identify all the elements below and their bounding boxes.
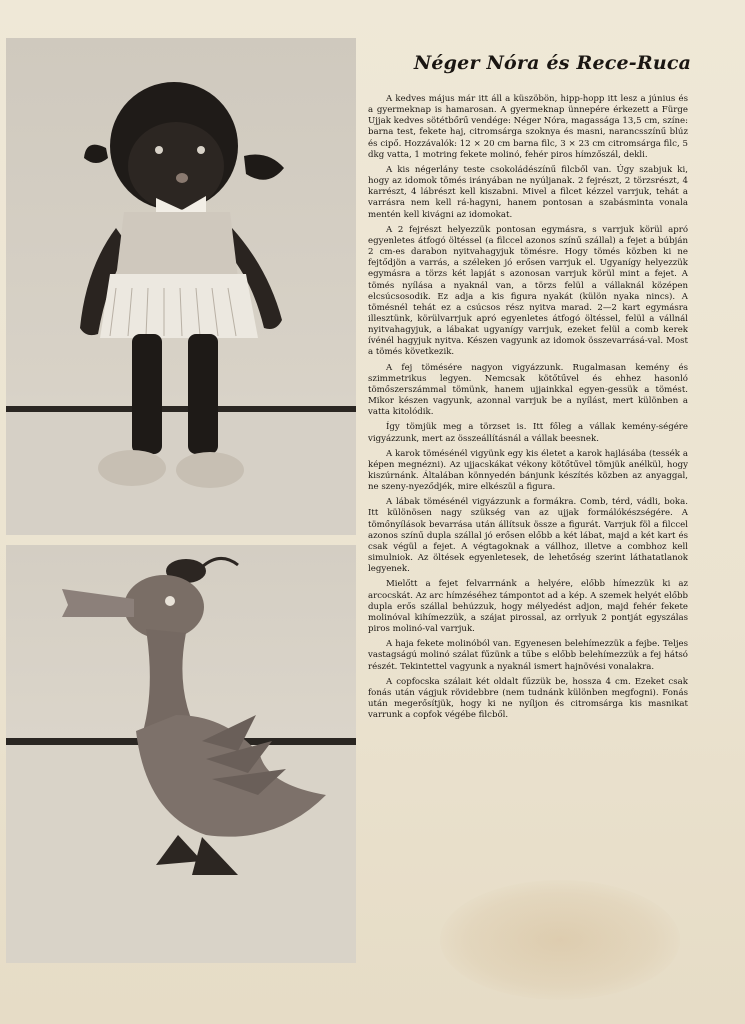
paragraph: A kis négerlány teste csokoládészínű filcből van. Úgy szabjuk ki, hogy az idomok tömés irányában ne nyúljanak. 2 fejrészt, 2 törzsrészt, 4 karrészt, 4 lábrészt kell kiszabni. Mivel a filcet kézzel varrjuk, tehát a varrásra nem kell rá-hagyni, hanem pontosan a szabásminta vonala mentén kell kivágni az idomokat.: [368, 164, 688, 220]
right-shoe: [176, 452, 244, 488]
right-pigtail: [244, 155, 284, 180]
paragraph: Mielőtt a fejet felvarrnánk a helyére, előbb hímezzük ki az arcocskát. Az arc hímzéséhez támpontot ad a kép. A szemek helyét előbb dupla erős szállal behúzzuk, hogy mélyedést adjon, majd fehér fekete molinóval kihímezzük, a szájat pirossal, az orrlyuk 2 pontját egyszálas piros molinó-val varrjuk.: [368, 579, 688, 635]
left-shoe: [98, 450, 166, 486]
right-eye: [197, 146, 205, 154]
paragraph: A fej tömésére nagyon vigyázzunk. Rugalmasan kemény és szimmetrikus legyen. Nemcsak kötőtűvel és ehhez hasonló tömőszerszámmal tömünk, hanem ujjainkkal egyen-gessük a tömést. Mikor készen vagyunk, azonnal varrjuk be a nyílást, mert különben a vatta kitolódik.: [368, 362, 688, 418]
water-stain: [440, 880, 680, 1000]
left-pigtail: [84, 145, 108, 163]
paragraph: A karok tömésénél vigyünk egy kis életet a karok hajlásába (tessék a képen megnézni). Az ujjacskákat vékony kötőtűvel tömjük anélkül, hogy kiszúrnánk. Általában könnyedén bánjunk készítés közben az anyaggal, ne szeny-nyeződjék, mire elkészül a figura.: [368, 448, 688, 493]
duck-eye: [165, 596, 175, 606]
doll-illustration: [6, 38, 356, 535]
paragraph: Így tömjük meg a törzset is. Itt főleg a vállak kemény-ségére vigyázzunk, mert az összeállításnál a vállak beesnek.: [368, 422, 688, 444]
duck-head: [124, 575, 204, 639]
article-body: [368, 94, 688, 725]
doll-photo: [6, 38, 356, 535]
duck-beak: [62, 589, 134, 617]
paragraph: A lábak tömésénél vigyázzunk a formákra. Comb, térd, vádli, boka. Itt különösen nagy szükség van az ujjak formálókészségére. A tömőnyílások bevarrása után állítsuk össze a figurát. Varrjuk föl a filccel azonos színű dupla szállal jó erősen előbb a két lábat, majd a két kart és csak végül a fejet. A végtagoknak a vállhoz, illetve a combhoz kell simulniok. Az öltések egyenletesek, de lehetőség szerint láthatatlanok legyenek.: [368, 497, 688, 575]
duck-illustration: [6, 545, 356, 963]
paragraph: A kedves május már itt áll a küszöbön, hipp-hopp itt lesz a június és a gyermeknap is hamarosan. A gyermeknap ünnepére érkezett a Fürge Ujjak kedves sötétbőrű vendége: Néger Nóra, magassága 13,5 cm, színe: barna test, fekete haj, citromsárga szoknya és masni, narancsszínű blúz és cipő. Hozzávalók: 12 × 20 cm barna filc, 3 × 23 cm citromsárga filc, 5 dkg vatta, 1 motring fekete molinó, fehér piros hímzőszál, dekli.: [368, 94, 688, 160]
left-eye: [155, 146, 163, 154]
duck-photo: [6, 545, 356, 963]
doll-blouse: [116, 212, 238, 278]
table-edge: [6, 406, 356, 412]
hat-feather: [202, 558, 238, 567]
paragraph: A haja fekete molinóból van. Egyenesen belehímezzük a fejbe. Teljes vastagságú molinó szálat fűzünk a tűbe s előbb belehímezzük a fej hátsó részét. Tekintettel vagyunk a nyaknál ismert hajnövési vonalakra.: [368, 639, 688, 672]
right-leg: [188, 334, 218, 454]
paragraph: A 2 fejrészt helyezzük pontosan egymásra, s varrjuk körül apró egyenletes átfogó öltéssel (a filccel azonos színű szállal) a fejet a búbján 2 cm-es darabon nyitvahagyjuk tömésre. Hogy tömés közben ki ne fejtődjön a varrás, a széleken jó erősen varrjuk el. Ugyanígy helyezzük egymásra a törzs két lapját s azonosan varrjuk körül mint a fejet. A tömés nyílása a nyaknál van, a törzs felül a vállaknál középen elcsúcsosodik. Ez adja a kis figura nyakát (külön nyaka nincs). A tömésnél tehát ez a csúcsos rész nyitva marad. 2—2 kart egymásra illesztünk, körülvarrjuk apró egyenletes átfogó öltéssel, felül a vállnál nyitvahagyjuk, a lábakat ugyanígy varrjuk, ezeket felül a comb kerek ívénél hagyjuk nyitva. Készen vagyunk az idomok összevarrásá-val. Most a tömés következik.: [368, 224, 688, 358]
article-title: Néger Nóra és Rece-Ruca: [413, 52, 692, 74]
doll-face: [128, 122, 224, 210]
doll-nose: [176, 173, 188, 183]
left-leg: [132, 334, 162, 454]
paragraph: A copfocska szálait két oldalt fűzzük be, hossza 4 cm. Ezeket csak fonás után vágjuk rövidebbre (nem tudnánk különben megfogni). Fonás után megerősítjük, hogy ki ne nyíljon és citromsárga kis masnikat varrunk a copfok végébe filcből.: [368, 676, 688, 721]
